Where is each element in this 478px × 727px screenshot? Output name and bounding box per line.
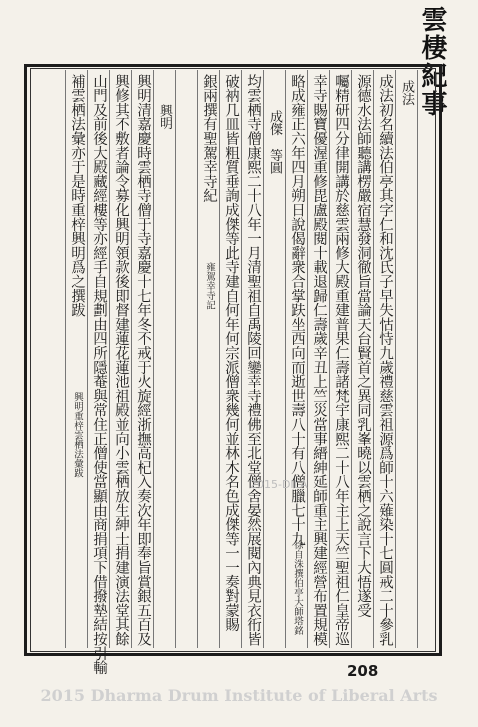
column-rule [351, 70, 352, 648]
text-column: 破衲几皿皆粗質垂詢成傑等此寺建自何年何宗派僧衆幾何並林木名色成傑等一一奏對蒙賜 [223, 74, 239, 632]
text-column: 均雲栖寺僧康熙二十八年一月清聖祖自禹陵回鑾幸寺禮佛至北堂僧舍晏然展閱內典見衣衎皆 [245, 74, 261, 647]
column-rule [241, 70, 242, 648]
column-rule [373, 70, 374, 648]
source-note: 雍駕幸寺記 [204, 262, 215, 310]
section-heading: 成法 [399, 80, 414, 106]
column-rule [175, 70, 176, 648]
column-rule [219, 70, 220, 648]
column-rule [263, 70, 264, 648]
watermark: 2015-DILA [250, 478, 308, 491]
column-rule [395, 70, 396, 648]
column-rule [87, 70, 88, 648]
column-rule [417, 70, 418, 648]
column-rule [153, 70, 154, 648]
column-rule [197, 70, 198, 648]
text-column: 略成雍正六年四月朔日說偈辭衆合掌趺坐西向而逝世壽八十有八僧臘七十九 [289, 74, 305, 546]
text-column: 山門及前後大殿藏經樓等亦經手自規劃由四所隱菴與常住正僧使當顯由商捐項下借撥墊結按引輸 [91, 74, 107, 675]
text-column: 幸寺賜寶優渥重修毘盧殿閱十載退歸仁壽歲辛丑上竺災當事縉紳延師重主興建經營布置規模 [311, 74, 327, 647]
text-column: 囑精研四分律開講於慈雲兩修大殿重建普果仁壽諸梵宇康熙二十八年主上天竺聖祖仁皇帝巡 [333, 74, 349, 647]
column-rule [65, 70, 66, 648]
text-column: 銀兩撰有聖駕幸寺紀 [201, 74, 217, 203]
column-rule [307, 70, 308, 648]
column-rule [131, 70, 132, 648]
column-rule [329, 70, 330, 648]
page-header-title: 雲棲紀事 [417, 6, 447, 118]
column-rule [285, 70, 286, 648]
source-note: 徐自洙撰伯亭大師塔銘 [292, 540, 303, 635]
column-rule [109, 70, 110, 648]
text-column: 興明清嘉慶時雲栖寺僧于寺嘉慶十七年冬不戒于火旋經浙撫高杞入奏次年即奉旨賞銀五百及 [135, 74, 151, 647]
section-heading: 成傑 等圓 [267, 110, 282, 175]
source-note: 興明重梓雲栖法彙跋 [72, 392, 83, 478]
text-column: 源德水法師聽講楞嚴宿慧發洞徹旨當論天台賢首之異同乳峯曉以雲栖之說言下大悟遂受 [355, 74, 371, 618]
text-column: 成法初名續法伯亭其字仁和沈氏子早失怙恃九歲禮慈雲祖源爲師十六薙染十七圓戒二十參乳 [377, 74, 393, 647]
text-column: 補雲栖法彙亦于是時重梓興明爲之撰跋 [69, 74, 85, 318]
section-heading: 興明 [157, 104, 172, 130]
text-column: 興修其不敷者論令募化興明領款後即督建蓮花蓮池祖殿並向小雲栖放生紳士捐建演法堂其餘 [113, 74, 129, 647]
page-number: 208 [347, 662, 379, 680]
footer-credit: 2015 Dharma Drum Institute of Liberal Arts [40, 686, 438, 705]
